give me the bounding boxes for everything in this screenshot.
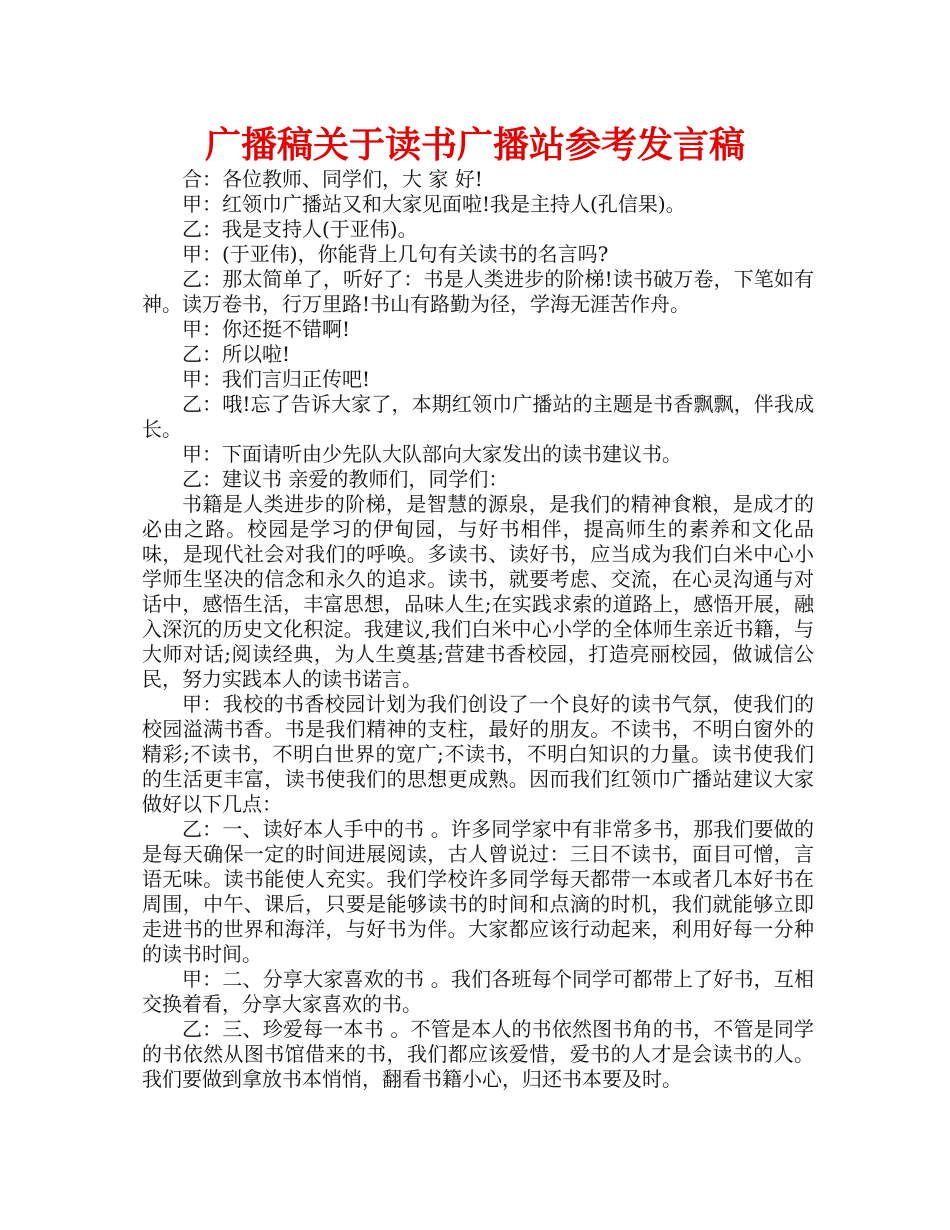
paragraph: 书籍是人类进步的阶梯，是智慧的源泉，是我们的精神食粮，是成才的必由之路。校园是学习的伊甸园，与好书相伴，提高师生的素养和文化品味，是现代社会对我们的呼唤。多读书、读好书，应当成为我们白米中心小学师生坚决的信念和永久的追求。读书，就要考虑、交流，在心灵沟通与对话中，感悟生活，丰富思想，品味人生;在实践求索的道路上，感悟开展，融入深沉的历史文化积淀。我建议,我们白米中心小学的全体师生亲近书籍，与大师对话;阅读经典，为人生奠基;营建书香校园，打造亮丽校园，做诚信公民，努力实践本人的读书诺言。 (142, 492, 814, 691)
paragraph: 乙：建议书 亲爱的教师们，同学们： (182, 467, 509, 491)
document-title: 广播稿关于读书广播站参考发言稿 (204, 125, 745, 166)
paragraph: 甲：(于亚伟)，你能背上几句有关读书的名言吗? (182, 242, 609, 266)
paragraph: 甲：你还挺不错啊! (182, 317, 351, 341)
paragraph: 乙：所以啦! (182, 342, 291, 366)
paragraph: 合：各位教师、同学们，大 家 好! (182, 167, 483, 191)
paragraph: 乙：我是支持人(于亚伟)。 (182, 217, 418, 241)
paragraph: 甲：二、分享大家喜欢的书 。我们各班每个同学可都带上了好书，互相交换着看，分享大家喜欢的书。 (142, 967, 814, 1016)
paragraph: 甲：红领巾广播站又和大家见面啦!我是主持人(孔信果)。 (182, 192, 686, 216)
document-body (142, 167, 814, 1092)
paragraph: 乙：一、读好本人手中的书 。许多同学家中有非常多书，那我们要做的是每天确保一定的时间进展阅读，古人曾说过：三日不读书，面目可憎，言语无味。读书能使人充实。我们学校许多同学每天都带一本或者几本好书在周围，中午、课后，只要是能够读书的时间和点滴的时机，我们就能够立即走进书的世界和海洋，与好书为伴。大家都应该行动起来，利用好每一分种的读书时间。 (142, 817, 814, 966)
paragraph: 乙：三、珍爱每一本书 。不管是本人的书依然图书角的书，不管是同学的书依然从图书馆借来的书，我们都应该爱惜，爱书的人才是会读书的人。我们要做到拿放书本悄悄，翻看书籍小心，归还书本要及时。 (142, 1017, 814, 1091)
paragraph: 甲：下面请听由少先队大队部向大家发出的读书建议书。 (182, 442, 682, 466)
paragraph: 乙：哦!忘了告诉大家了，本期红领巾广播站的主题是书香飘飘，伴我成长。 (142, 392, 814, 441)
paragraph: 甲：我校的书香校园计划为我们创设了一个良好的读书气氛，使我们的校园溢满书香。书是我们精神的支柱，最好的朋友。不读书，不明白窗外的精彩;不读书，不明白世界的宽广;不读书，不明白知识的力量。读书使我们的生活更丰富，读书使我们的思想更成熟。因而我们红领巾广播站建议大家做好以下几点： (142, 692, 814, 816)
paragraph: 甲：我们言归正传吧! (182, 367, 371, 391)
paragraph: 乙：那太简单了，听好了：书是人类进步的阶梯!读书破万卷，下笔如有神。读万卷书，行万里路!书山有路勤为径，学海无涯苦作舟。 (142, 267, 814, 316)
